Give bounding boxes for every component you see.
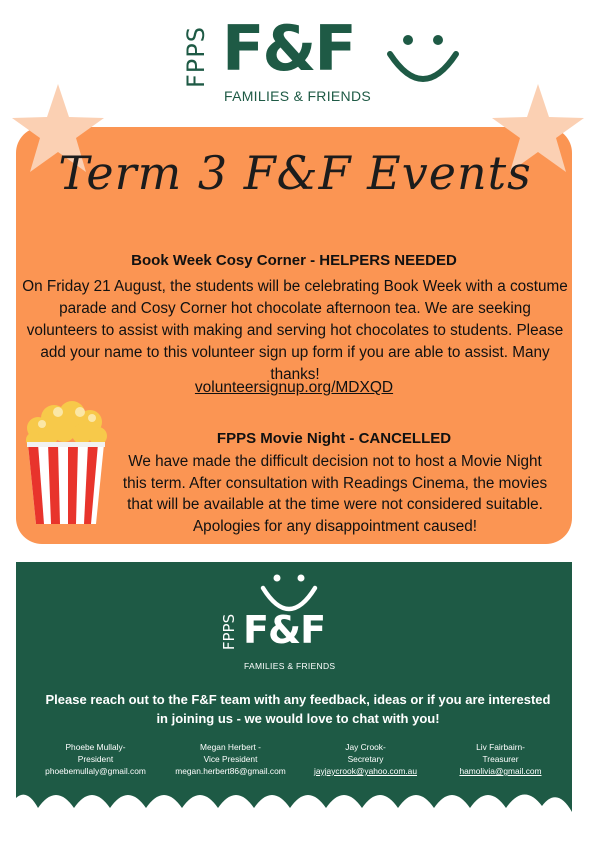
contact-email[interactable]: phoebemullaly@gmail.com <box>45 766 146 776</box>
footer-logo-main: F&F <box>243 608 326 652</box>
contact-email[interactable]: hamolivia@gmail.com <box>459 766 542 776</box>
contact-name: Megan Herbert - <box>200 742 261 752</box>
contact-email[interactable]: jayjaycrook@yahoo.com.au <box>313 766 417 776</box>
contact-president <box>28 741 163 777</box>
contacts-row <box>28 741 568 777</box>
contact-treasurer <box>433 741 568 777</box>
contact-role: Vice President <box>203 754 258 764</box>
contact-name: Jay Crook- <box>345 742 386 752</box>
page-title: Term 3 F&F Events <box>58 146 532 200</box>
contact-secretary <box>298 741 433 777</box>
volunteer-signup-link[interactable]: volunteersignup.org/MDXQD <box>194 379 394 396</box>
popcorn-icon <box>24 398 108 530</box>
contact-role: Secretary <box>347 754 384 764</box>
smile-icon <box>384 28 462 88</box>
event-title-book-week: Book Week Cosy Corner - HELPERS NEEDED <box>131 252 457 269</box>
event-body-book-week: On Friday 21 August, the students will be celebrating Book Week with a costume parade and Cosy Corner hot chocolate afternoon tea. We are seeking volunteers to assist with making and serving hot chocolates to students. Please add your name to this volunteer sign up form if you are able to assist. Many thanks! <box>22 278 568 383</box>
event-title-movie-night: FPPS Movie Night - CANCELLED <box>216 430 452 447</box>
logo-main: F&F <box>222 12 355 85</box>
footer-logo-subtitle: FAMILIES & FRIENDS <box>244 661 336 671</box>
event-body-movie-night: We have made the difficult decision not to host a Movie Night this term. After consultation with Readings Cinema, the movies that will be available at the time were not considered suitable. Apologies for any disappointment caused! <box>122 453 548 535</box>
contact-name: Liv Fairbairn- <box>476 742 525 752</box>
contact-email[interactable]: megan.herbert86@gmail.com <box>175 766 286 776</box>
logo-fpps-text: FPPS <box>182 26 211 88</box>
contact-name: Phoebe Mullaly- <box>65 742 126 752</box>
logo-subtitle: FAMILIES & FRIENDS <box>224 88 371 104</box>
footer-logo-fpps-vertical <box>218 608 240 656</box>
contact-role: Treasurer <box>482 754 519 764</box>
contact-role: President <box>77 754 114 764</box>
contact-vice-president <box>163 741 298 777</box>
logo-fpps-vertical <box>176 22 216 92</box>
footer-logo-fpps-text: FPPS <box>220 613 238 651</box>
footer-message: Please reach out to the F&F team with any feedback, ideas or if you are interested in joining us - we would love to chat with you! <box>45 692 551 726</box>
